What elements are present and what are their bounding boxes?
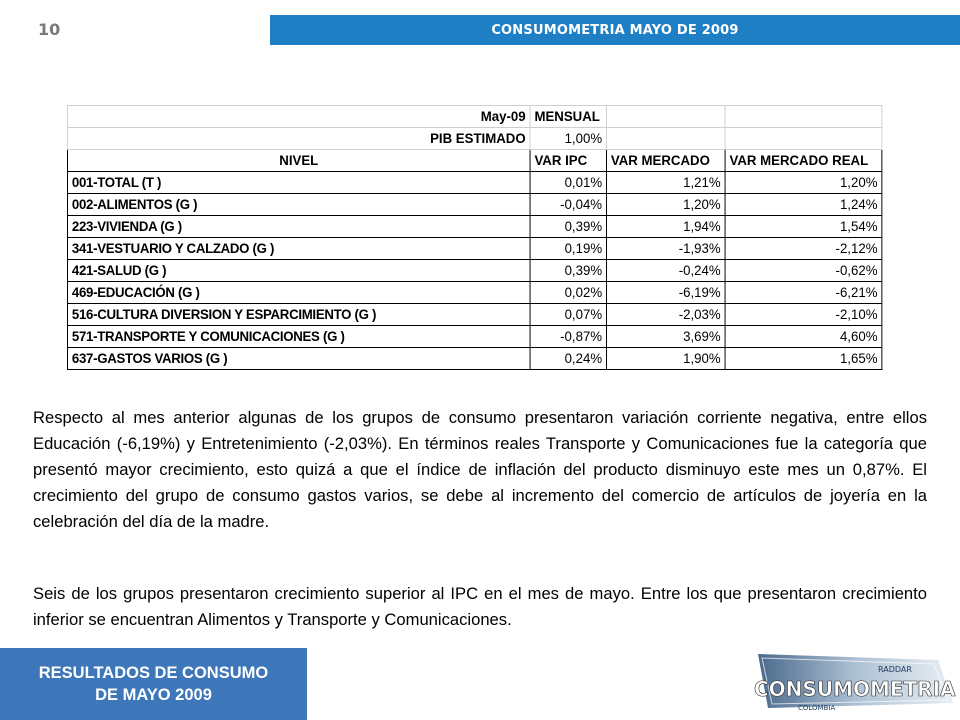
consumometria-logo bbox=[748, 648, 960, 720]
percentage-cell: -0,24% bbox=[606, 260, 725, 282]
page-number: 10 bbox=[38, 20, 61, 39]
percentage-cell: -0,87% bbox=[530, 326, 606, 348]
table-row bbox=[67, 304, 881, 326]
column-header: VAR IPC bbox=[530, 150, 606, 172]
percentage-cell: 0,02% bbox=[530, 282, 606, 304]
category-name: 002-ALIMENTOS (G ) bbox=[67, 194, 530, 216]
meta-value: MENSUAL bbox=[530, 106, 606, 128]
percentage-cell: -6,21% bbox=[725, 282, 882, 304]
section-title-line2: DE MAYO 2009 bbox=[95, 686, 212, 704]
percentage-cell: -0,04% bbox=[530, 194, 606, 216]
percentage-cell: 1,20% bbox=[606, 194, 725, 216]
category-name: 223-VIVIENDA (G ) bbox=[67, 216, 530, 238]
logo-sub-text: COLOMBIA bbox=[798, 704, 836, 712]
percentage-cell: 0,39% bbox=[530, 260, 606, 282]
table-meta-row bbox=[67, 106, 881, 128]
percentage-cell: -1,93% bbox=[606, 238, 725, 260]
table-row bbox=[67, 260, 881, 282]
percentage-cell: 4,60% bbox=[725, 326, 882, 348]
percentage-cell: 1,20% bbox=[725, 172, 882, 194]
section-title-box bbox=[0, 648, 307, 720]
percentage-cell: 0,39% bbox=[530, 216, 606, 238]
percentage-cell: 3,69% bbox=[606, 326, 725, 348]
meta-value bbox=[606, 106, 725, 128]
percentage-cell: 1,21% bbox=[606, 172, 725, 194]
meta-label: May-09 bbox=[67, 106, 530, 128]
percentage-cell: 0,24% bbox=[530, 348, 606, 370]
meta-value bbox=[725, 106, 882, 128]
summary-paragraph: Seis de los grupos presentaron crecimiento superior al IPC en el mes de mayo. Entre los que presentaron crecimiento inferior se encuentran Alimentos y Transporte y Comunicaciones. bbox=[33, 584, 927, 629]
table-meta-row bbox=[67, 128, 881, 150]
consumption-table bbox=[67, 105, 882, 370]
percentage-cell: -2,12% bbox=[725, 238, 882, 260]
percentage-cell: 1,94% bbox=[606, 216, 725, 238]
percentage-cell: 0,07% bbox=[530, 304, 606, 326]
top-banner bbox=[270, 15, 960, 45]
percentage-cell: -0,62% bbox=[725, 260, 882, 282]
meta-value: 1,00% bbox=[530, 128, 606, 150]
column-header: NIVEL bbox=[67, 150, 530, 172]
meta-label: PIB ESTIMADO bbox=[67, 128, 530, 150]
table-row bbox=[67, 172, 881, 194]
section-title-line1: RESULTADOS DE CONSUMO bbox=[38, 664, 269, 682]
banner-title: CONSUMOMETRIA MAYO DE 2009 bbox=[491, 22, 739, 38]
percentage-cell: -2,03% bbox=[606, 304, 725, 326]
percentage-cell: -2,10% bbox=[725, 304, 882, 326]
percentage-cell: 1,24% bbox=[725, 194, 882, 216]
percentage-cell: 1,65% bbox=[725, 348, 882, 370]
percentage-cell: 0,01% bbox=[530, 172, 606, 194]
meta-value bbox=[606, 128, 725, 150]
category-name: 001-TOTAL (T ) bbox=[67, 172, 530, 194]
table-row bbox=[67, 326, 881, 348]
logo-main-text: CONSUMOMETRIA bbox=[754, 677, 956, 701]
category-name: 637-GASTOS VARIOS (G ) bbox=[67, 348, 530, 370]
table-row bbox=[67, 348, 881, 370]
category-name: 421-SALUD (G ) bbox=[67, 260, 530, 282]
percentage-cell: -6,19% bbox=[606, 282, 725, 304]
column-header: VAR MERCADO REAL bbox=[725, 150, 882, 172]
logo-top-text: RADDAR bbox=[878, 665, 912, 674]
meta-value bbox=[725, 128, 882, 150]
column-header: VAR MERCADO bbox=[606, 150, 725, 172]
table-row bbox=[67, 216, 881, 238]
table-row bbox=[67, 282, 881, 304]
category-name: 571-TRANSPORTE Y COMUNICACIONES (G ) bbox=[67, 326, 530, 348]
table-header-row bbox=[67, 150, 881, 172]
percentage-cell: 1,54% bbox=[725, 216, 882, 238]
percentage-cell: 0,19% bbox=[530, 238, 606, 260]
table-row bbox=[67, 238, 881, 260]
category-name: 516-CULTURA DIVERSION Y ESPARCIMIENTO (G ) bbox=[67, 304, 530, 326]
category-name: 341-VESTUARIO Y CALZADO (G ) bbox=[67, 238, 530, 260]
percentage-cell: 1,90% bbox=[606, 348, 725, 370]
category-name: 469-EDUCACIÓN (G ) bbox=[67, 282, 530, 304]
table-row bbox=[67, 194, 881, 216]
analysis-paragraph: Respecto al mes anterior algunas de los grupos de consumo presentaron variación corriente negativa, entre ellos Educación (-6,19%) y Entretenimiento (-2,03%). En términos reales Transporte y Comunicaciones fue la categoría que presentó mayor crecimiento, esto quizá a que el índice de inflación del producto disminuyo este mes un 0,87%. El crecimiento del grupo de consumo gastos varios, se debe al incremento del comercio de artículos de joyería en la celebración del día de la madre. bbox=[33, 408, 927, 531]
